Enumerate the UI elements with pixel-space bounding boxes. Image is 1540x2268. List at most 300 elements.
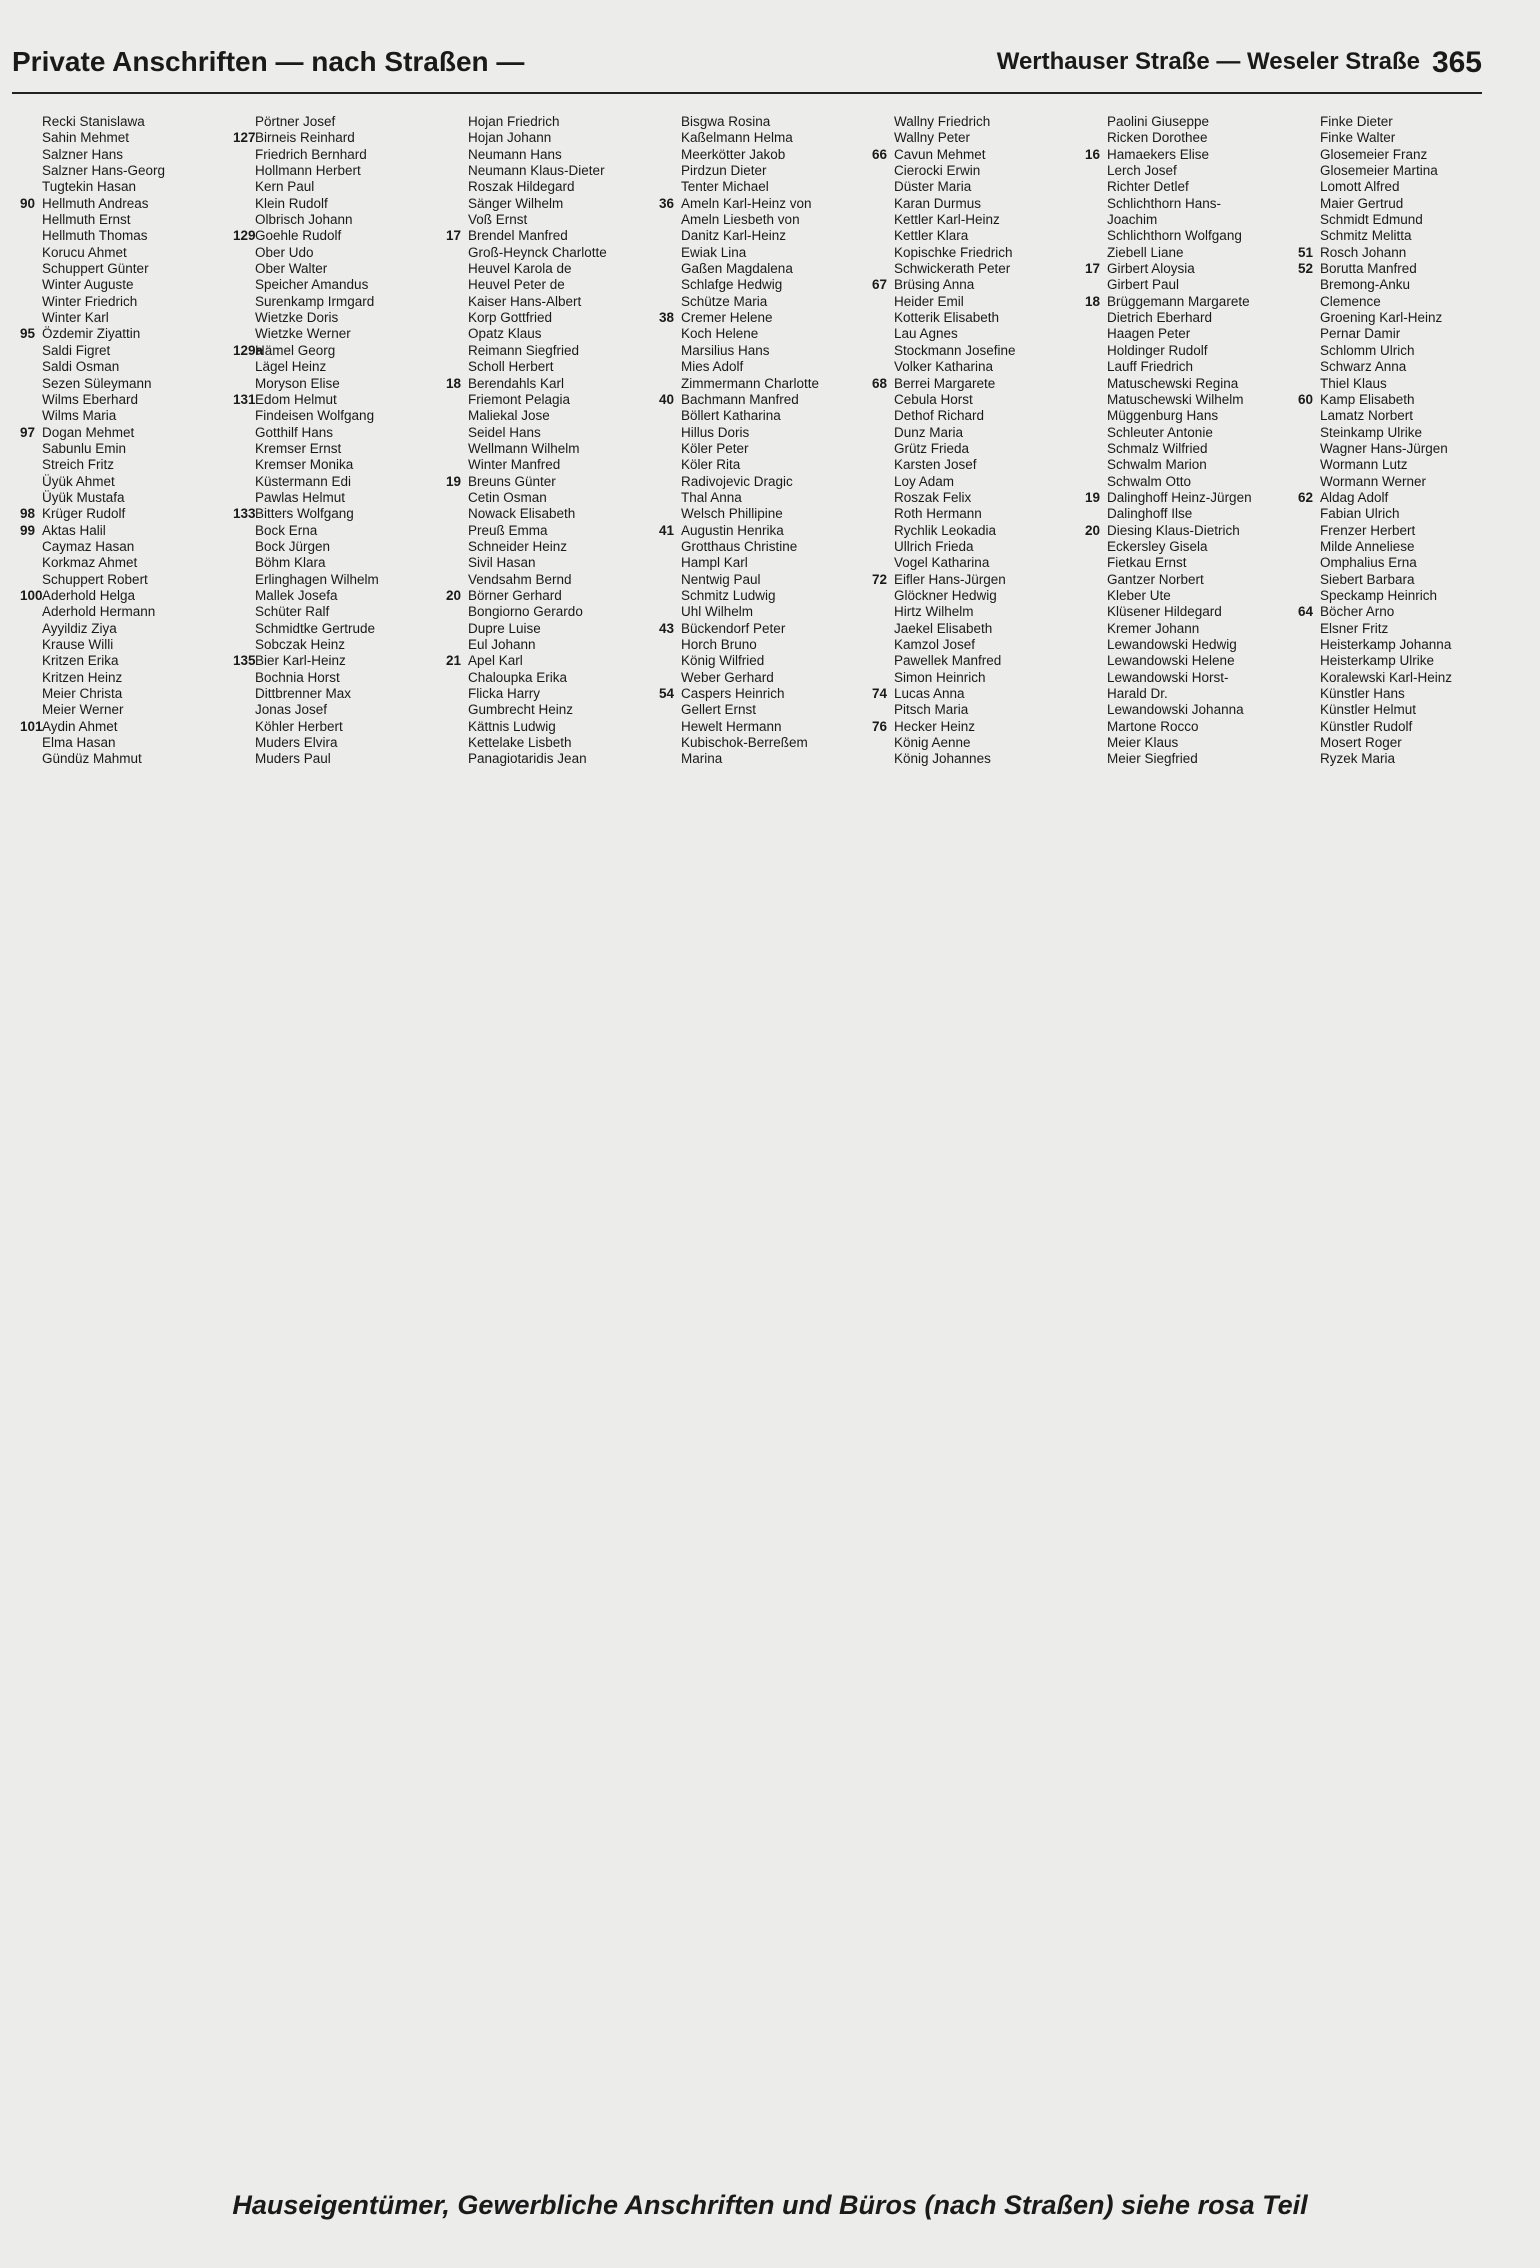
page-header [12, 46, 1482, 94]
directory-entry [659, 588, 864, 604]
resident-name: Nentwig Paul [681, 571, 761, 587]
directory-entry [446, 588, 651, 604]
directory-entry [872, 130, 1077, 146]
resident-name: Dethof Richard [894, 408, 985, 424]
resident-name: Dalinghoff Heinz-Jürgen [1107, 489, 1252, 505]
directory-entry [872, 539, 1077, 555]
resident-name: Kettler Karl-Heinz [894, 212, 1000, 228]
resident-name: Krause Willi [42, 637, 114, 652]
directory-entry [659, 359, 864, 375]
resident-name: Recki Stanislawa [42, 114, 145, 129]
resident-name: Özdemir Ziyattin [42, 326, 141, 342]
resident-name: Breuns Günter [468, 473, 556, 489]
directory-entry [1085, 147, 1290, 163]
resident-name: Schüter Ralf [255, 604, 330, 620]
resident-name: Richter Detlef [1107, 179, 1189, 195]
directory-entry [20, 114, 225, 130]
resident-name: Künstler Rudolf [1320, 718, 1413, 734]
house-number: 18 [446, 375, 462, 391]
resident-name: Glöckner Hedwig [894, 587, 997, 603]
directory-entry [446, 751, 651, 767]
house-number: 135 [233, 653, 256, 669]
directory-entry [659, 670, 864, 686]
resident-name: Meier Siegfried [1107, 751, 1198, 767]
resident-name: Küstermann Edi [255, 473, 352, 489]
directory-entry [1085, 376, 1290, 392]
house-number: 68 [872, 375, 888, 391]
directory-entry [659, 490, 864, 506]
resident-name: Lerch Josef [1107, 163, 1177, 179]
directory-entry [446, 572, 651, 588]
directory-entry [233, 245, 438, 261]
resident-name: Ober Walter [255, 261, 328, 277]
directory-entry [872, 163, 1077, 179]
directory-entry [872, 637, 1077, 653]
directory-entry [20, 310, 225, 326]
directory-entry [1298, 719, 1503, 735]
directory-entry [20, 376, 225, 392]
resident-name: Glosemeier Franz [1320, 146, 1428, 162]
directory-entry [1085, 686, 1290, 702]
directory-entry [872, 735, 1077, 751]
directory-entry [872, 294, 1077, 310]
directory-entry [1085, 130, 1290, 146]
resident-name: Wilms Eberhard [42, 391, 139, 407]
directory-entry [659, 163, 864, 179]
resident-name: Schwalm Marion [1107, 457, 1207, 473]
directory-entry [872, 425, 1077, 441]
resident-name: Cremer Helene [681, 310, 773, 326]
resident-name: Schlomm Ulrich [1320, 342, 1415, 358]
house-number: 17 [1085, 261, 1101, 277]
resident-name: Ober Udo [255, 244, 314, 260]
resident-name: Ameln Liesbeth von [681, 212, 800, 228]
resident-name: Üyük Mustafa [42, 489, 125, 505]
directory-entry [872, 277, 1077, 293]
resident-name: Schwickerath Peter [894, 261, 1011, 277]
resident-name: Maliekal Jose [468, 408, 550, 424]
resident-name: Ayyildiz Ziya [42, 620, 117, 636]
directory-entry [20, 277, 225, 293]
directory-entry [1298, 277, 1503, 293]
resident-name: Vogel Katharina [894, 555, 990, 571]
resident-name: Danitz Karl-Heinz [681, 228, 787, 244]
resident-name: Schuppert Robert [42, 571, 148, 587]
directory-entry [1298, 245, 1503, 261]
directory-entry [1085, 572, 1290, 588]
resident-name: Paolini Giuseppe [1107, 114, 1210, 129]
house-number: 41 [659, 522, 675, 538]
resident-name: Kettler Klara [894, 228, 969, 244]
directory-entry [1085, 245, 1290, 261]
house-number: 98 [20, 506, 36, 522]
resident-name: Lewandowski Helene [1107, 653, 1235, 669]
resident-name: Schlafge Hedwig [681, 277, 783, 293]
resident-name: Berendahls Karl [468, 375, 565, 391]
directory-entry [233, 212, 438, 228]
resident-name: Mies Adolf [681, 359, 744, 375]
house-number: 129 [233, 228, 256, 244]
resident-name: Kopischke Friedrich [894, 244, 1013, 260]
resident-name: Marsilius Hans [681, 342, 770, 358]
directory-entry [446, 555, 651, 571]
directory-entry [233, 392, 438, 408]
directory-entry [1298, 408, 1503, 424]
resident-name: Kettelake Lisbeth [468, 735, 572, 751]
house-number: 52 [1298, 261, 1314, 277]
directory-entry [1298, 425, 1503, 441]
resident-name: Korkmaz Ahmet [42, 555, 138, 571]
resident-name: Matuschewski Regina [1107, 375, 1239, 391]
resident-name: Weber Gerhard [681, 669, 774, 685]
resident-name: Sahin Mehmet [42, 130, 130, 146]
directory-entry [1085, 751, 1290, 767]
resident-name: Hollmann Herbert [255, 163, 361, 179]
house-number: 40 [659, 391, 675, 407]
house-number: 90 [20, 195, 36, 211]
resident-name: Köhler Herbert [255, 718, 343, 734]
directory-entry [1085, 735, 1290, 751]
directory-entry [659, 621, 864, 637]
resident-name: Opatz Klaus [468, 326, 542, 342]
directory-entry [446, 245, 651, 261]
directory-entry [659, 474, 864, 490]
directory-entry [1298, 474, 1503, 490]
directory-entry [20, 588, 225, 604]
directory-entry [233, 441, 438, 457]
directory-entry [1298, 228, 1503, 244]
directory-entry [233, 228, 438, 244]
resident-name: Pawlas Helmut [255, 489, 346, 505]
directory-entry [659, 719, 864, 735]
directory-entry [20, 228, 225, 244]
directory-entry [659, 506, 864, 522]
directory-entry [1298, 457, 1503, 473]
resident-name: Sabunlu Emin [42, 440, 127, 456]
resident-name: Dupre Luise [468, 620, 541, 636]
resident-name: Grütz Frieda [894, 440, 970, 456]
resident-name: Wallny Friedrich [894, 114, 991, 129]
directory-entry [872, 212, 1077, 228]
directory-entry [446, 702, 651, 718]
resident-name: Kaßelmann Helma [681, 130, 793, 146]
resident-name: Loy Adam [894, 473, 955, 489]
resident-name: Lewandowski Johanna [1107, 702, 1244, 718]
resident-name: Hämel Georg [255, 342, 336, 358]
directory-columns [20, 114, 1500, 2154]
resident-name: Schmidtke Gertrude [255, 620, 376, 636]
directory-entry [446, 294, 651, 310]
resident-name: Brendel Manfred [468, 228, 568, 244]
resident-name: Meier Klaus [1107, 735, 1179, 751]
directory-entry [1298, 163, 1503, 179]
resident-name: Hewelt Hermann [681, 718, 782, 734]
directory-entry [1298, 294, 1503, 310]
resident-name: Hojan Friedrich [468, 114, 560, 129]
directory-entry [446, 539, 651, 555]
resident-name: Schwalm Otto [1107, 473, 1192, 489]
directory-entry [1085, 653, 1290, 669]
resident-name: Korucu Ahmet [42, 244, 127, 260]
resident-name: Goehle Rudolf [255, 228, 342, 244]
resident-name: Böcher Arno [1320, 604, 1395, 620]
directory-entry [1298, 130, 1503, 146]
house-number: 20 [446, 587, 462, 603]
directory-entry [20, 735, 225, 751]
resident-name: Cierocki Erwin [894, 163, 981, 179]
resident-name: Clemence [1320, 293, 1381, 309]
resident-name: Brüsing Anna [894, 277, 975, 293]
directory-entry [872, 196, 1077, 212]
resident-name: Müggenburg Hans [1107, 408, 1219, 424]
house-number: 43 [659, 620, 675, 636]
resident-name: Kremser Ernst [255, 440, 342, 456]
resident-name: Mosert Roger [1320, 735, 1402, 751]
directory-entry [20, 326, 225, 342]
resident-name: Dunz Maria [894, 424, 964, 440]
directory-entry [1085, 294, 1290, 310]
directory-entry [1298, 196, 1503, 212]
directory-entry [446, 212, 651, 228]
directory-entry [446, 441, 651, 457]
resident-name: Dogan Mehmet [42, 424, 135, 440]
directory-entry [446, 343, 651, 359]
directory-entry [659, 114, 864, 130]
directory-entry [872, 588, 1077, 604]
house-number: 20 [1085, 522, 1101, 538]
directory-entry [20, 604, 225, 620]
resident-name: Simon Heinrich [894, 669, 986, 685]
resident-name: Börner Gerhard [468, 587, 562, 603]
resident-name: Üyük Ahmet [42, 473, 115, 489]
directory-entry [20, 392, 225, 408]
resident-name: Chaloupka Erika [468, 669, 568, 685]
directory-entry [446, 261, 651, 277]
resident-name: Ewiak Lina [681, 244, 747, 260]
directory-entry [1298, 751, 1503, 767]
resident-name: Groß-Heynck Charlotte [468, 244, 607, 260]
resident-name: Kleber Ute [1107, 587, 1171, 603]
resident-name: Haagen Peter [1107, 326, 1191, 342]
house-number: 131 [233, 391, 256, 407]
resident-name: Aktas Halil [42, 522, 106, 538]
directory-entry [446, 425, 651, 441]
directory-entry [20, 572, 225, 588]
directory-entry [446, 670, 651, 686]
resident-name: Girbert Aloysia [1107, 261, 1195, 277]
directory-entry [233, 179, 438, 195]
directory-entry [446, 114, 651, 130]
directory-entry [1085, 441, 1290, 457]
column-1 [20, 114, 225, 768]
directory-entry [233, 130, 438, 146]
directory-entry [1085, 408, 1290, 424]
directory-entry [1085, 179, 1290, 195]
resident-name: Neumann Hans [468, 146, 562, 162]
resident-name: Eckersley Gisela [1107, 538, 1208, 554]
resident-name: Kubischok-Berreßem [681, 735, 808, 751]
directory-entry [446, 326, 651, 342]
directory-entry [446, 408, 651, 424]
directory-entry [659, 702, 864, 718]
resident-name: Heisterkamp Johanna [1320, 637, 1452, 652]
resident-name: Neumann Klaus-Dieter [468, 163, 605, 179]
resident-name: Matuschewski Wilhelm [1107, 391, 1244, 407]
resident-name: Krüger Rudolf [42, 506, 126, 522]
column-5 [872, 114, 1077, 768]
resident-name: Bitters Wolfgang [255, 506, 354, 522]
resident-name: Speckamp Heinrich [1320, 587, 1438, 603]
resident-name: Lucas Anna [894, 686, 965, 702]
resident-name: Berrei Margarete [894, 375, 996, 391]
resident-name: Streich Fritz [42, 457, 115, 473]
directory-entry [872, 719, 1077, 735]
directory-entry [1298, 490, 1503, 506]
directory-entry [659, 392, 864, 408]
directory-entry [20, 670, 225, 686]
house-number: 74 [872, 686, 888, 702]
directory-entry [233, 572, 438, 588]
resident-name: Schuppert Günter [42, 261, 149, 277]
section-title: Private Anschriften — nach Straßen — [12, 46, 525, 77]
resident-name: Schleuter Antonie [1107, 424, 1213, 440]
directory-entry [20, 751, 225, 767]
resident-name: Birneis Reinhard [255, 130, 355, 146]
resident-name: Roth Hermann [894, 506, 982, 522]
resident-name: König Aenne [894, 735, 971, 751]
directory-entry [1085, 588, 1290, 604]
resident-name: Lau Agnes [894, 326, 958, 342]
directory-entry [20, 621, 225, 637]
resident-name: Girbert Paul [1107, 277, 1180, 293]
resident-name: Elsner Fritz [1320, 620, 1389, 636]
resident-name: Bock Erna [255, 522, 318, 538]
directory-entry [233, 277, 438, 293]
directory-entry [872, 523, 1077, 539]
directory-entry [446, 376, 651, 392]
directory-entry [20, 196, 225, 212]
directory-entry [659, 408, 864, 424]
house-number: 19 [1085, 489, 1101, 505]
resident-name: Lewandowski Hedwig [1107, 637, 1237, 652]
resident-name: Speicher Amandus [255, 277, 369, 293]
directory-entry [20, 653, 225, 669]
column-4 [659, 114, 864, 768]
directory-entry [1085, 506, 1290, 522]
directory-entry [659, 637, 864, 653]
resident-name: Frenzer Herbert [1320, 522, 1416, 538]
directory-entry [233, 490, 438, 506]
directory-entry [1085, 310, 1290, 326]
directory-entry [1085, 425, 1290, 441]
resident-name: Heisterkamp Ulrike [1320, 653, 1435, 669]
directory-entry [872, 555, 1077, 571]
resident-name: Hirtz Wilhelm [894, 604, 974, 620]
resident-name: Karan Durmus [894, 195, 982, 211]
resident-name: Caymaz Hasan [42, 538, 135, 554]
house-number: 67 [872, 277, 888, 293]
directory-entry [446, 653, 651, 669]
resident-name: Steinkamp Ulrike [1320, 424, 1423, 440]
resident-name: Tugtekin Hasan [42, 179, 137, 195]
house-number: 129a [233, 342, 264, 358]
resident-name: Gaßen Magdalena [681, 261, 793, 277]
resident-name: Horch Bruno [681, 637, 757, 652]
directory-entry [233, 686, 438, 702]
directory-entry [659, 343, 864, 359]
directory-entry [872, 653, 1077, 669]
resident-name: Gantzer Norbert [1107, 571, 1204, 587]
house-number: 16 [1085, 146, 1101, 162]
resident-name: Kamp Elisabeth [1320, 391, 1415, 407]
resident-name: Kremser Monika [255, 457, 354, 473]
directory-entry [1298, 114, 1503, 130]
resident-name: Uhl Wilhelm [681, 604, 754, 620]
resident-name: Sezen Süleymann [42, 375, 152, 391]
directory-entry [1085, 343, 1290, 359]
resident-name: Klein Rudolf [255, 195, 328, 211]
resident-name: Aderhold Hermann [42, 604, 156, 620]
house-number: 76 [872, 718, 888, 734]
resident-name: Reimann Siegfried [468, 342, 580, 358]
resident-name: Gellert Ernst [681, 702, 757, 718]
directory-entry [1085, 261, 1290, 277]
resident-name: Böhm Klara [255, 555, 326, 571]
resident-name: Wallny Peter [894, 130, 971, 146]
house-number: 17 [446, 228, 462, 244]
directory-entry [1298, 735, 1503, 751]
resident-name: Kaiser Hans-Albert [468, 293, 582, 309]
directory-entry [233, 408, 438, 424]
directory-entry [233, 637, 438, 653]
directory-entry [1085, 326, 1290, 342]
resident-name: Joachim [1107, 212, 1158, 228]
resident-name: Böllert Katharina [681, 408, 781, 424]
directory-entry [233, 261, 438, 277]
resident-name: Brüggemann Margarete [1107, 293, 1250, 309]
house-number: 21 [446, 653, 462, 669]
directory-entry [233, 735, 438, 751]
resident-name: Saldi Osman [42, 359, 120, 375]
directory-entry [233, 653, 438, 669]
directory-entry [872, 179, 1077, 195]
resident-name: Pitsch Maria [894, 702, 969, 718]
directory-entry [872, 751, 1077, 767]
directory-entry [446, 490, 651, 506]
resident-name: Harald Dr. [1107, 686, 1168, 702]
resident-name: Lewandowski Horst- [1107, 669, 1229, 685]
directory-entry [20, 719, 225, 735]
directory-entry [233, 506, 438, 522]
resident-name: Bremong-Anku [1320, 277, 1411, 293]
directory-entry [20, 245, 225, 261]
directory-entry [20, 506, 225, 522]
resident-name: Köler Peter [681, 440, 749, 456]
resident-name: Welsch Phillipine [681, 506, 783, 522]
directory-entry [20, 130, 225, 146]
directory-entry [872, 457, 1077, 473]
directory-entry [659, 457, 864, 473]
resident-name: Heuvel Peter de [468, 277, 565, 293]
directory-entry [446, 179, 651, 195]
resident-name: Wagner Hans-Jürgen [1320, 440, 1448, 456]
resident-name: Künstler Helmut [1320, 702, 1417, 718]
resident-name: Hellmuth Ernst [42, 212, 131, 228]
directory-entry [20, 490, 225, 506]
directory-entry [659, 147, 864, 163]
resident-name: Cebula Horst [894, 391, 973, 407]
directory-entry [1298, 621, 1503, 637]
